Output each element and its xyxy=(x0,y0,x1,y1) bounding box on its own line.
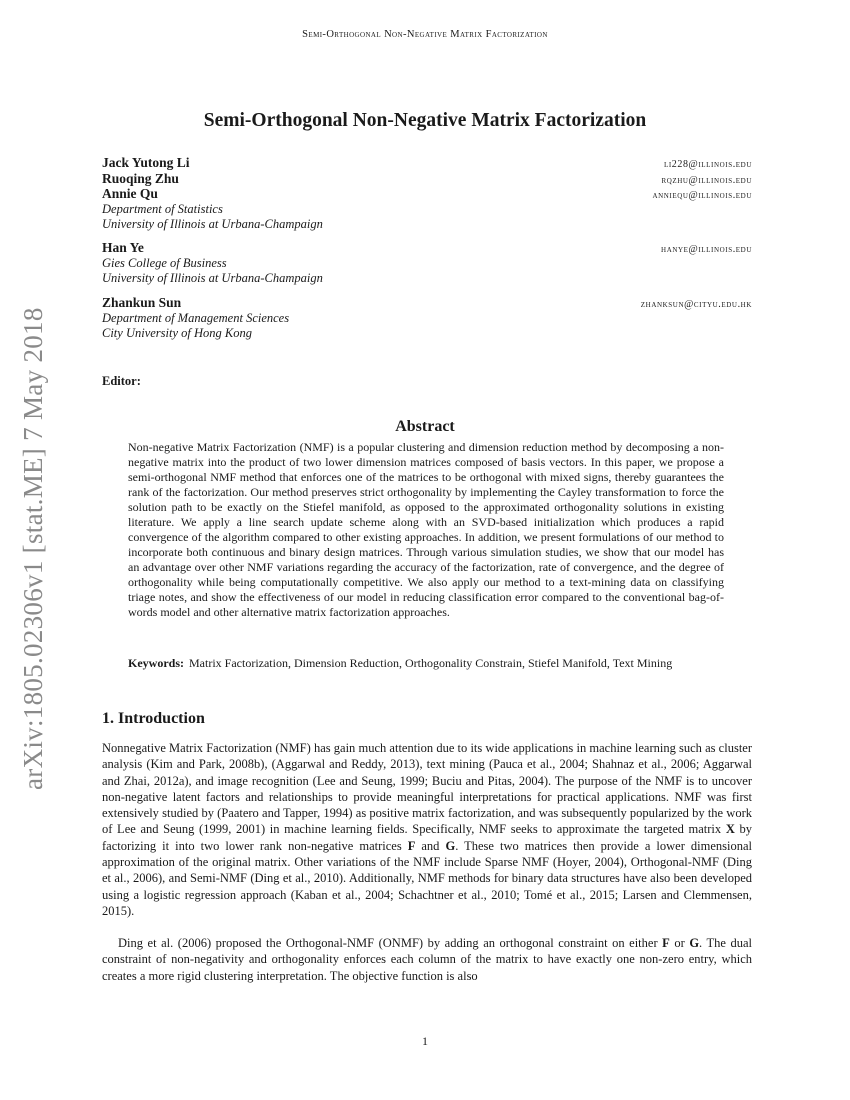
affiliation-institution: University of Illinois at Urbana-Champaign xyxy=(102,271,323,285)
affiliation-institution: University of Illinois at Urbana-Champaign xyxy=(102,217,323,231)
author-name: Ruoqing Zhu xyxy=(102,170,179,186)
author-row xyxy=(102,155,752,171)
abstract-heading: Abstract xyxy=(395,418,455,435)
arxiv-identifier-stamp: arXiv:1805.02306v1 [stat.ME] 7 May 2018 xyxy=(18,307,48,790)
paper-title: Semi-Orthogonal Non-Negative Matrix Factorization xyxy=(203,110,647,131)
author-group-business xyxy=(102,240,752,287)
keywords-label: Keywords: xyxy=(128,656,184,670)
abstract-text: Non-negative Matrix Factorization (NMF) is a popular clustering and dimension reduction method by decomposing a non-negative matrix into the product of two lower dimension matrices composed of basis vectors. In this paper, we propose a semi-orthogonal NMF method that enforces one of the matrices to be orthogonal with mixed signs, thereby guarantees the rank of the factorization. Our method preserves strict orthogonality by implementing the Cayley transformation to force the solution path to be exactly on the Stiefel manifold, as opposed to the approximated orthogonality solutions in existing literature. We apply a line search update scheme along with an SVD-based initialization which produces a rapid convergence of the algorithm compared to other existing approaches. In addition, we present formulations of our method to incorporate both continuous and binary design matrices. Through various simulation studies, we show that our model has an advantage over other NMF variations regarding the accuracy of the factorization, rate of convergence, and the degree of orthogonality while being computationally competitive. We also apply our method to a text-mining data on classifying triage notes, and show the effectiveness of our model in reducing classification error compared to the conventional bag-of-words model and other alternative matrix factorization approaches. xyxy=(128,440,724,619)
author-row xyxy=(102,240,752,256)
author-row xyxy=(102,171,752,187)
author-name: Jack Yutong Li xyxy=(102,155,190,170)
running-header: Semi-Orthogonal Non-Negative Matrix Factorization xyxy=(302,29,548,40)
affiliation-institution: City University of Hong Kong xyxy=(102,326,252,340)
author-row xyxy=(102,295,752,311)
section-heading-introduction: 1. Introduction xyxy=(102,710,205,727)
author-email[interactable]: hanye@illinois.edu xyxy=(661,244,752,255)
keywords-line xyxy=(128,656,724,671)
author-email[interactable]: li228@illinois.edu xyxy=(663,159,752,170)
author-group-statistics xyxy=(102,155,752,233)
author-email[interactable]: rqzhu@illinois.edu xyxy=(661,174,752,186)
author-name: Annie Qu xyxy=(102,186,158,201)
keywords-list: Matrix Factorization, Dimension Reduction, Orthogonality Constrain, Stiefel Manifold, Text Mining xyxy=(189,656,673,670)
author-group-management xyxy=(102,295,752,342)
introduction-paragraph-2: Ding et al. (2006) proposed the Orthogonal-NMF (ONMF) by adding an orthogonal constraint on either F or G. The dual constraint of non-negativity and orthogonality enforces each column of the matrix to have exactly one non-zero entry, which creates a more rigid clustering interpretation. The objective function is also xyxy=(102,936,752,983)
affiliation-department: Department of Statistics xyxy=(102,201,223,216)
page-number: 1 xyxy=(422,1034,428,1048)
author-row xyxy=(102,186,752,202)
author-name: Han Ye xyxy=(102,240,144,255)
author-email[interactable]: zhanksun@cityu.edu.hk xyxy=(640,299,752,310)
affiliation-department: Department of Management Sciences xyxy=(102,310,290,325)
author-name: Zhankun Sun xyxy=(102,295,182,310)
affiliation-department: Gies College of Business xyxy=(102,255,227,270)
editor-label: Editor: xyxy=(102,374,141,388)
author-email[interactable]: anniequ@illinois.edu xyxy=(652,190,752,201)
introduction-paragraph-1: Nonnegative Matrix Factorization (NMF) has gain much attention due to its wide applications in machine learning such as cluster analysis (Kim and Park, 2008b), (Aggarwal and Reddy, 2013), text mining (Pauca et al., 2004; Shahnaz et al., 2006; Aggarwal and Zhai, 2012a), and image recognition (Lee and Seung, 1999; Buciu and Pitas, 2004). The purpose of the NMF is to uncover non-negative latent factors and relationships to provide meaningful interpretations for practical applications. NMF was first extensively studied by (Paatero and Tapper, 1994) as positive matrix factorization, and was subsequently popularized by the work of Lee and Seung (1999, 2001) in machine learning fields. Specifically, NMF seeks to approximate the targeted matrix X by factorizing it into two lower rank non-negative matrices F and G. These two matrices then provide a lower dimensional approximation of the original matrix. Other variations of the NMF include Sparse NMF (Hoyer, 2004), Orthogonal-NMF (Ding et al., 2006), and Semi-NMF (Ding et al., 2010). Additionally, NMF methods for binary data structures have also been developed using a logistic regression approach (Kaban et al., 2004; Schachtner et al., 2010; Tomé et al., 2015; Larsen and Clemmensen, 2015). xyxy=(102,741,752,918)
